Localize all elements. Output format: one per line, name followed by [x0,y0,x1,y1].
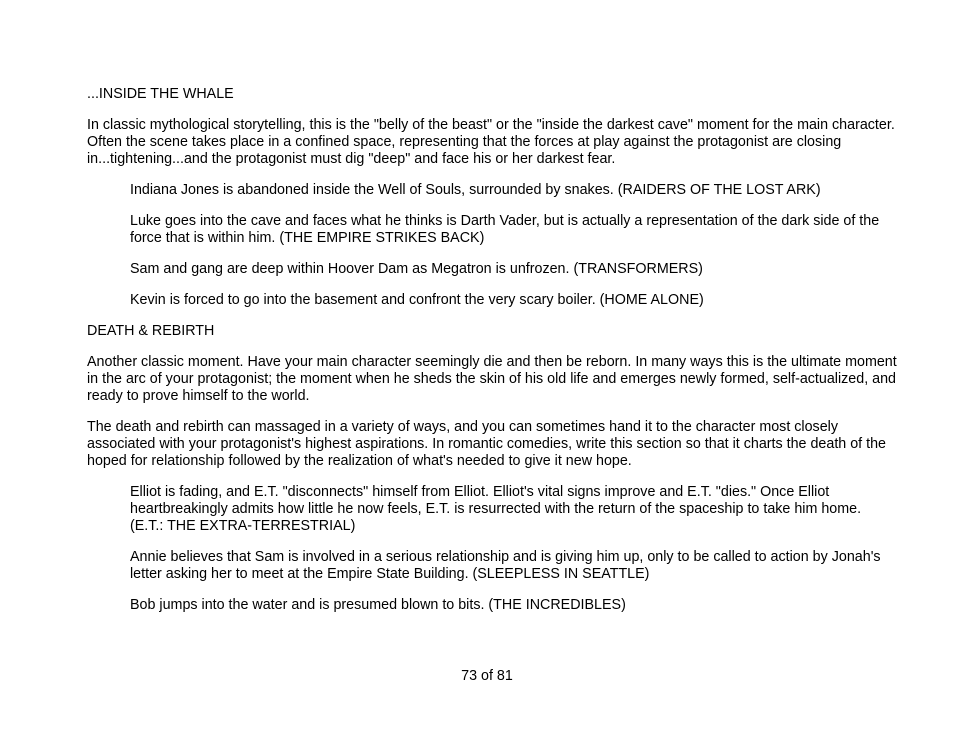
page-number: 73 of 81 [461,668,513,684]
film-example: Annie believes that Sam is involved in a serious relationship and is giving him up, only to be called to action by Jonah's letter asking her to meet at the Empire State Building. (SLEEPLESS IN SEATTLE) [130,549,881,582]
section-heading-inside-the-whale: ...INSIDE THE WHALE [87,86,234,102]
film-example: Elliot is fading, and E.T. "disconnects" himself from Elliot. Elliot's vital signs improve and E.T. "dies." Once Elliot heartbreakingly admits how little he now feels, E.T. is resurrected with the return of the spaceship to take him home. (E.T.: THE EXTRA-TERRESTRIAL) [130,484,862,534]
document-page [87,86,897,628]
film-example: Kevin is forced to go into the basement and confront the very scary boiler. (HOME ALONE) [130,292,704,308]
film-example: Luke goes into the cave and faces what he thinks is Darth Vader, but is actually a representation of the dark side of the force that is within him. (THE EMPIRE STRIKES BACK) [130,213,880,246]
section-paragraph: Another classic moment. Have your main character seemingly die and then be reborn. In many ways this is the ultimate moment in the arc of your protagonist; the moment when he sheds the skin of his old life and emerges newly formed, self-actualized, and ready to prove himself to the world. [87,354,897,404]
section-paragraph: In classic mythological storytelling, this is the "belly of the beast" or the "inside the darkest cave" moment for the main character. Often the scene takes place in a confined space, representing that the forces at play against the protagonist are closing in...tightening...and the protagonist must dig "deep" and face his or her darkest fear. [87,117,895,167]
section-heading-death-rebirth: DEATH & REBIRTH [87,323,215,339]
film-example: Bob jumps into the water and is presumed blown to bits. (THE INCREDIBLES) [130,597,626,613]
film-example: Sam and gang are deep within Hoover Dam as Megatron is unfrozen. (TRANSFORMERS) [130,261,703,277]
section-paragraph: The death and rebirth can massaged in a variety of ways, and you can sometimes hand it to the character most closely associated with your protagonist's highest aspirations. In romantic comedies, write this section so that it charts the death of the hoped for relationship followed by the realization of what's needed to give it new hope. [87,419,886,469]
film-example: Indiana Jones is abandoned inside the Well of Souls, surrounded by snakes. (RAIDERS OF THE LOST ARK) [130,182,821,198]
